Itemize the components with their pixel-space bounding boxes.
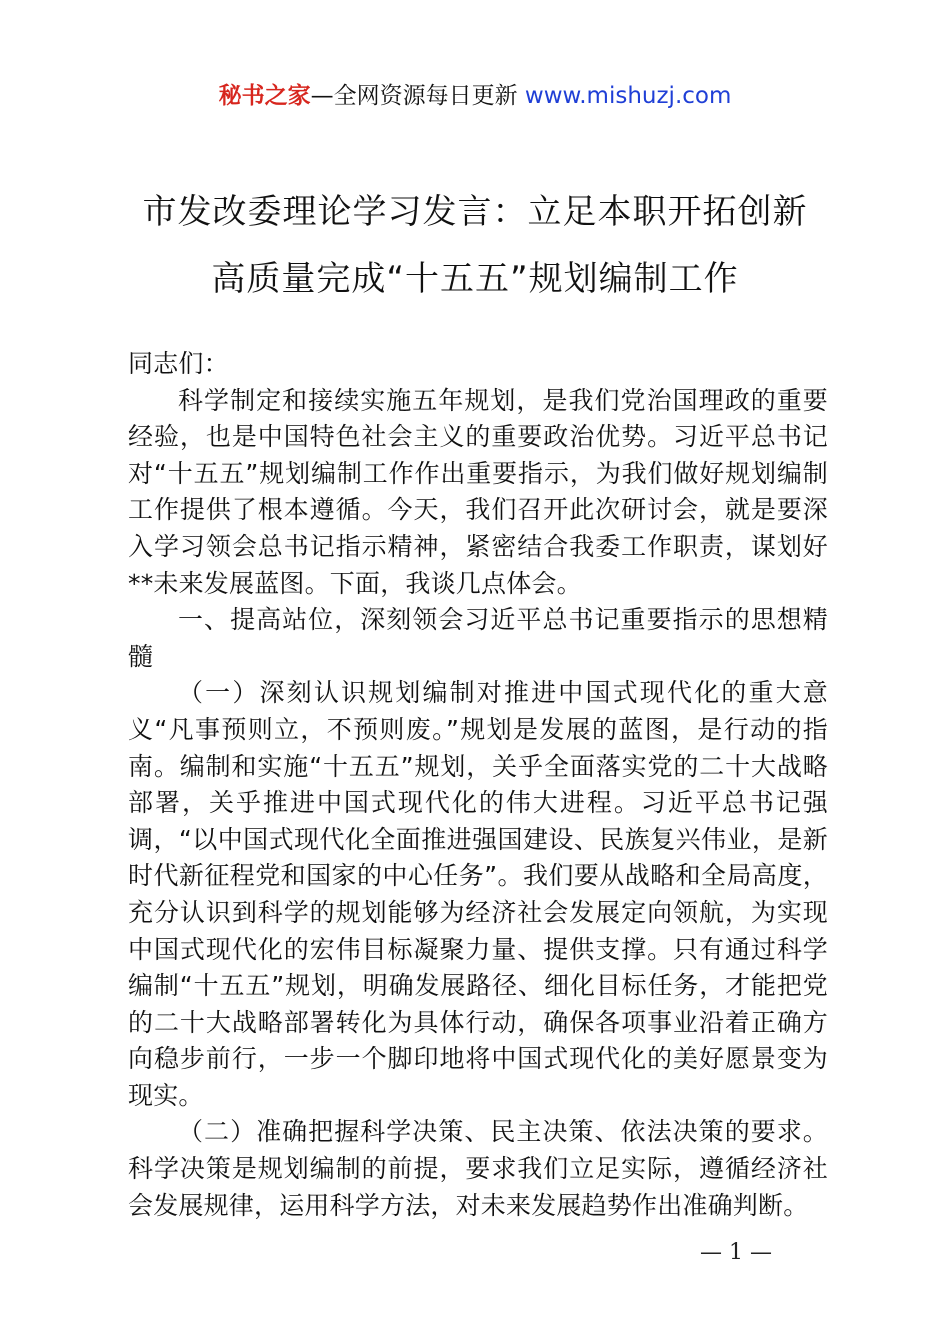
brand-name: 秘书之家 [218, 83, 311, 109]
site-banner [0, 80, 950, 112]
paragraph-subsection-1: （一）深刻认识规划编制对推进中国式现代化的重大意义“凡事预则立，不预则废。”规划是发展的蓝图，是行动的指南。编制和实施“十五五”规划，关乎全面落实党的二十大战略部署，关乎推进中国式现代化的伟大进程。习近平总书记强调，“以中国式现代化全面推进强国建设、民族复兴伟业，是新时代新征程党和国家的中心任务”。我们要从战略和全局高度，充分认识到科学的规划能够为经济社会发展定向领航，为实现中国式现代化的宏伟目标凝聚力量、提供支撑。只有通过科学编制“十五五”规划，明确发展路径、细化目标任务，才能把党的二十大战略部署转化为具体行动，确保各项事业沿着正确方向稳步前行，一步一个脚印地将中国式现代化的美好愿景变为现实。 [128, 678, 828, 1110]
document-title-line-1: 市发改委理论学习发言：立足本职开拓创新 [142, 192, 808, 232]
banner-slogan: —全网资源每日更新 [310, 83, 518, 109]
page-number: — 1 — [700, 1240, 772, 1265]
section-heading-1: 一、提高站位，深刻领会习近平总书记重要指示的思想精髓 [128, 605, 828, 671]
site-url-link[interactable]: www.mishuzj.com [524, 83, 732, 109]
paragraph-intro: 科学制定和接续实施五年规划，是我们党治国理政的重要经验，也是中国特色社会主义的重要政治优势。习近平总书记对“十五五”规划编制工作作出重要指示，为我们做好规划编制工作提供了根本遵循。今天，我们召开此次研讨会，就是要深入学习领会总书记指示精神，紧密结合我委工作职责，谋划好**未来发展蓝图。下面，我谈几点体会。 [128, 385, 828, 598]
document-title-line-2: 高质量完成“十五五”规划编制工作 [211, 259, 739, 299]
document-body [128, 346, 828, 1224]
paragraph-subsection-2: （二）准确把握科学决策、民主决策、依法决策的要求。科学决策是规划编制的前提，要求我们立足实际，遵循经济社会发展规律，运用科学方法，对未来发展趋势作出准确判断。 [128, 1117, 828, 1220]
salutation: 同志们： [128, 349, 229, 378]
